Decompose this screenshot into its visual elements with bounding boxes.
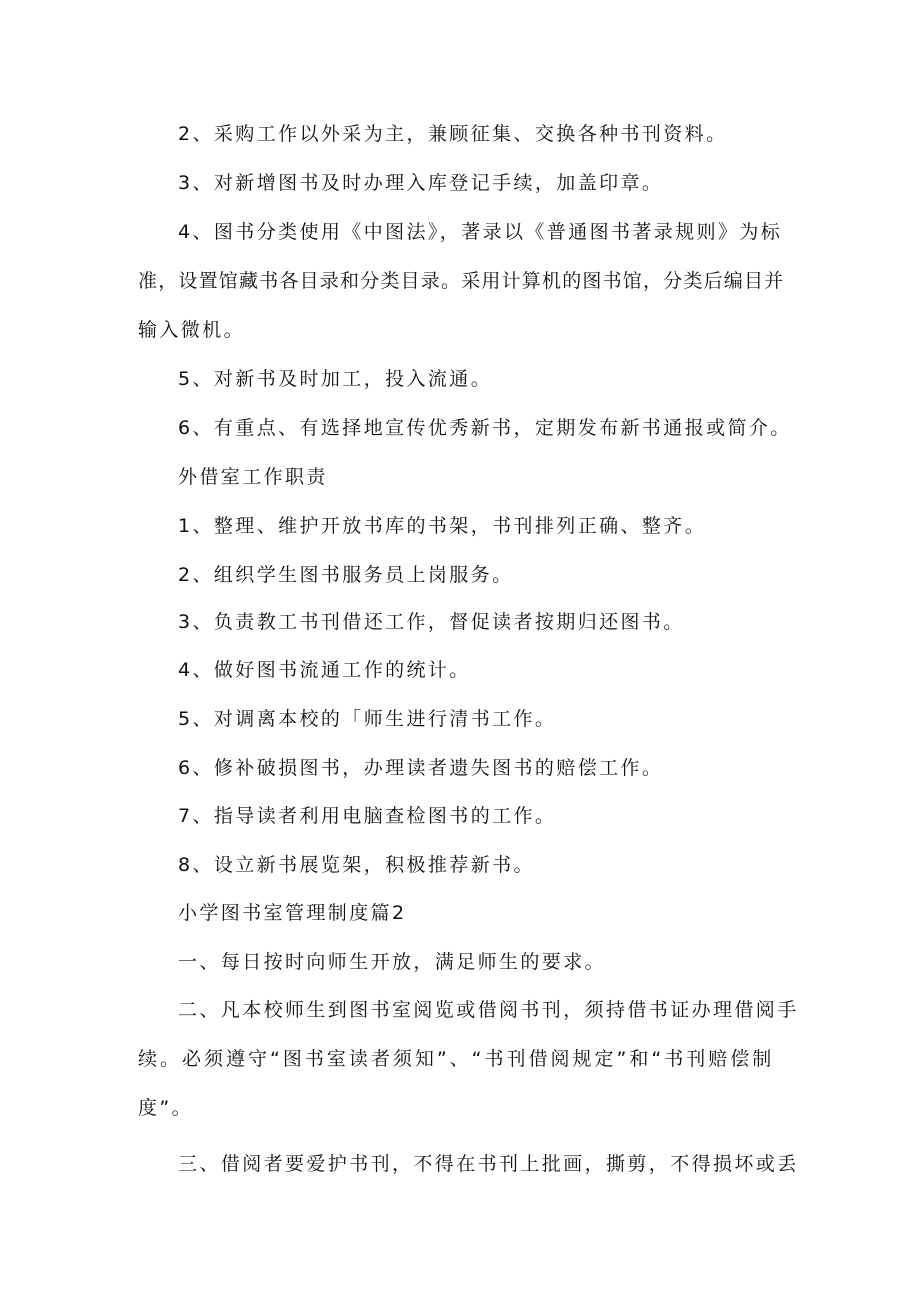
paragraph-line: 2、采购工作以外采为主，兼顾征集、交换各种书刊资料。 — [178, 123, 728, 145]
paragraph-line: 3、负责教工书刊借还工作，督促读者按期归还图书。 — [178, 611, 685, 633]
paragraph-line: 4、做好图书流通工作的统计。 — [178, 659, 471, 681]
section-heading: 小学图书室管理制度篇2 — [178, 902, 407, 924]
paragraph-line: 度”。 — [138, 1097, 194, 1119]
paragraph-line: 2、组织学生图书服务员上岗服务。 — [178, 564, 514, 586]
paragraph-line: 二、凡本校师生到图书室阅览或借阅书刊，须持借书证办理借阅手 — [178, 999, 799, 1021]
paragraph-line: 3、对新增图书及时办理入库登记手续，加盖印章。 — [178, 172, 664, 194]
paragraph-line: 8、设立新书展览架，积极推荐新书。 — [178, 854, 535, 876]
paragraph-line: 1、整理、维护开放书库的书架，书刊排列正确、整齐。 — [178, 515, 707, 537]
paragraph-line: 4、图书分类使用《中图法》，著录以《普通图书著录规则》为标 — [178, 221, 783, 243]
paragraph-line: 输入微机。 — [138, 319, 246, 341]
paragraph-line: 一、每日按时向师生开放，满足师生的要求。 — [178, 951, 607, 973]
paragraph-line: 三、借阅者要爱护书刊，不得在书刊上批画，撕剪，不得损坏或丢 — [178, 1153, 799, 1175]
paragraph-line: 6、修补破损图书，办理读者遗失图书的赔偿工作。 — [178, 757, 664, 779]
paragraph-line: 7、指导读者利用电脑查检图书的工作。 — [178, 805, 557, 827]
section-heading: 外借室工作职责 — [178, 466, 328, 488]
paragraph-line: 5、对调离本校的「师生进行清书工作。 — [178, 708, 557, 730]
paragraph-line: 续。必须遵守“图书室读者须知”、“书刊借阅规定”和“书刊赔偿制 — [138, 1048, 775, 1070]
paragraph-line: 5、对新书及时加工，投入流通。 — [178, 368, 493, 390]
paragraph-line: 6、有重点、有选择地宣传优秀新书，定期发布新书通报或简介。 — [178, 417, 792, 439]
paragraph-line: 准，设置馆藏书各目录和分类目录。采用计算机的图书馆，分类后编目并 — [138, 270, 785, 292]
